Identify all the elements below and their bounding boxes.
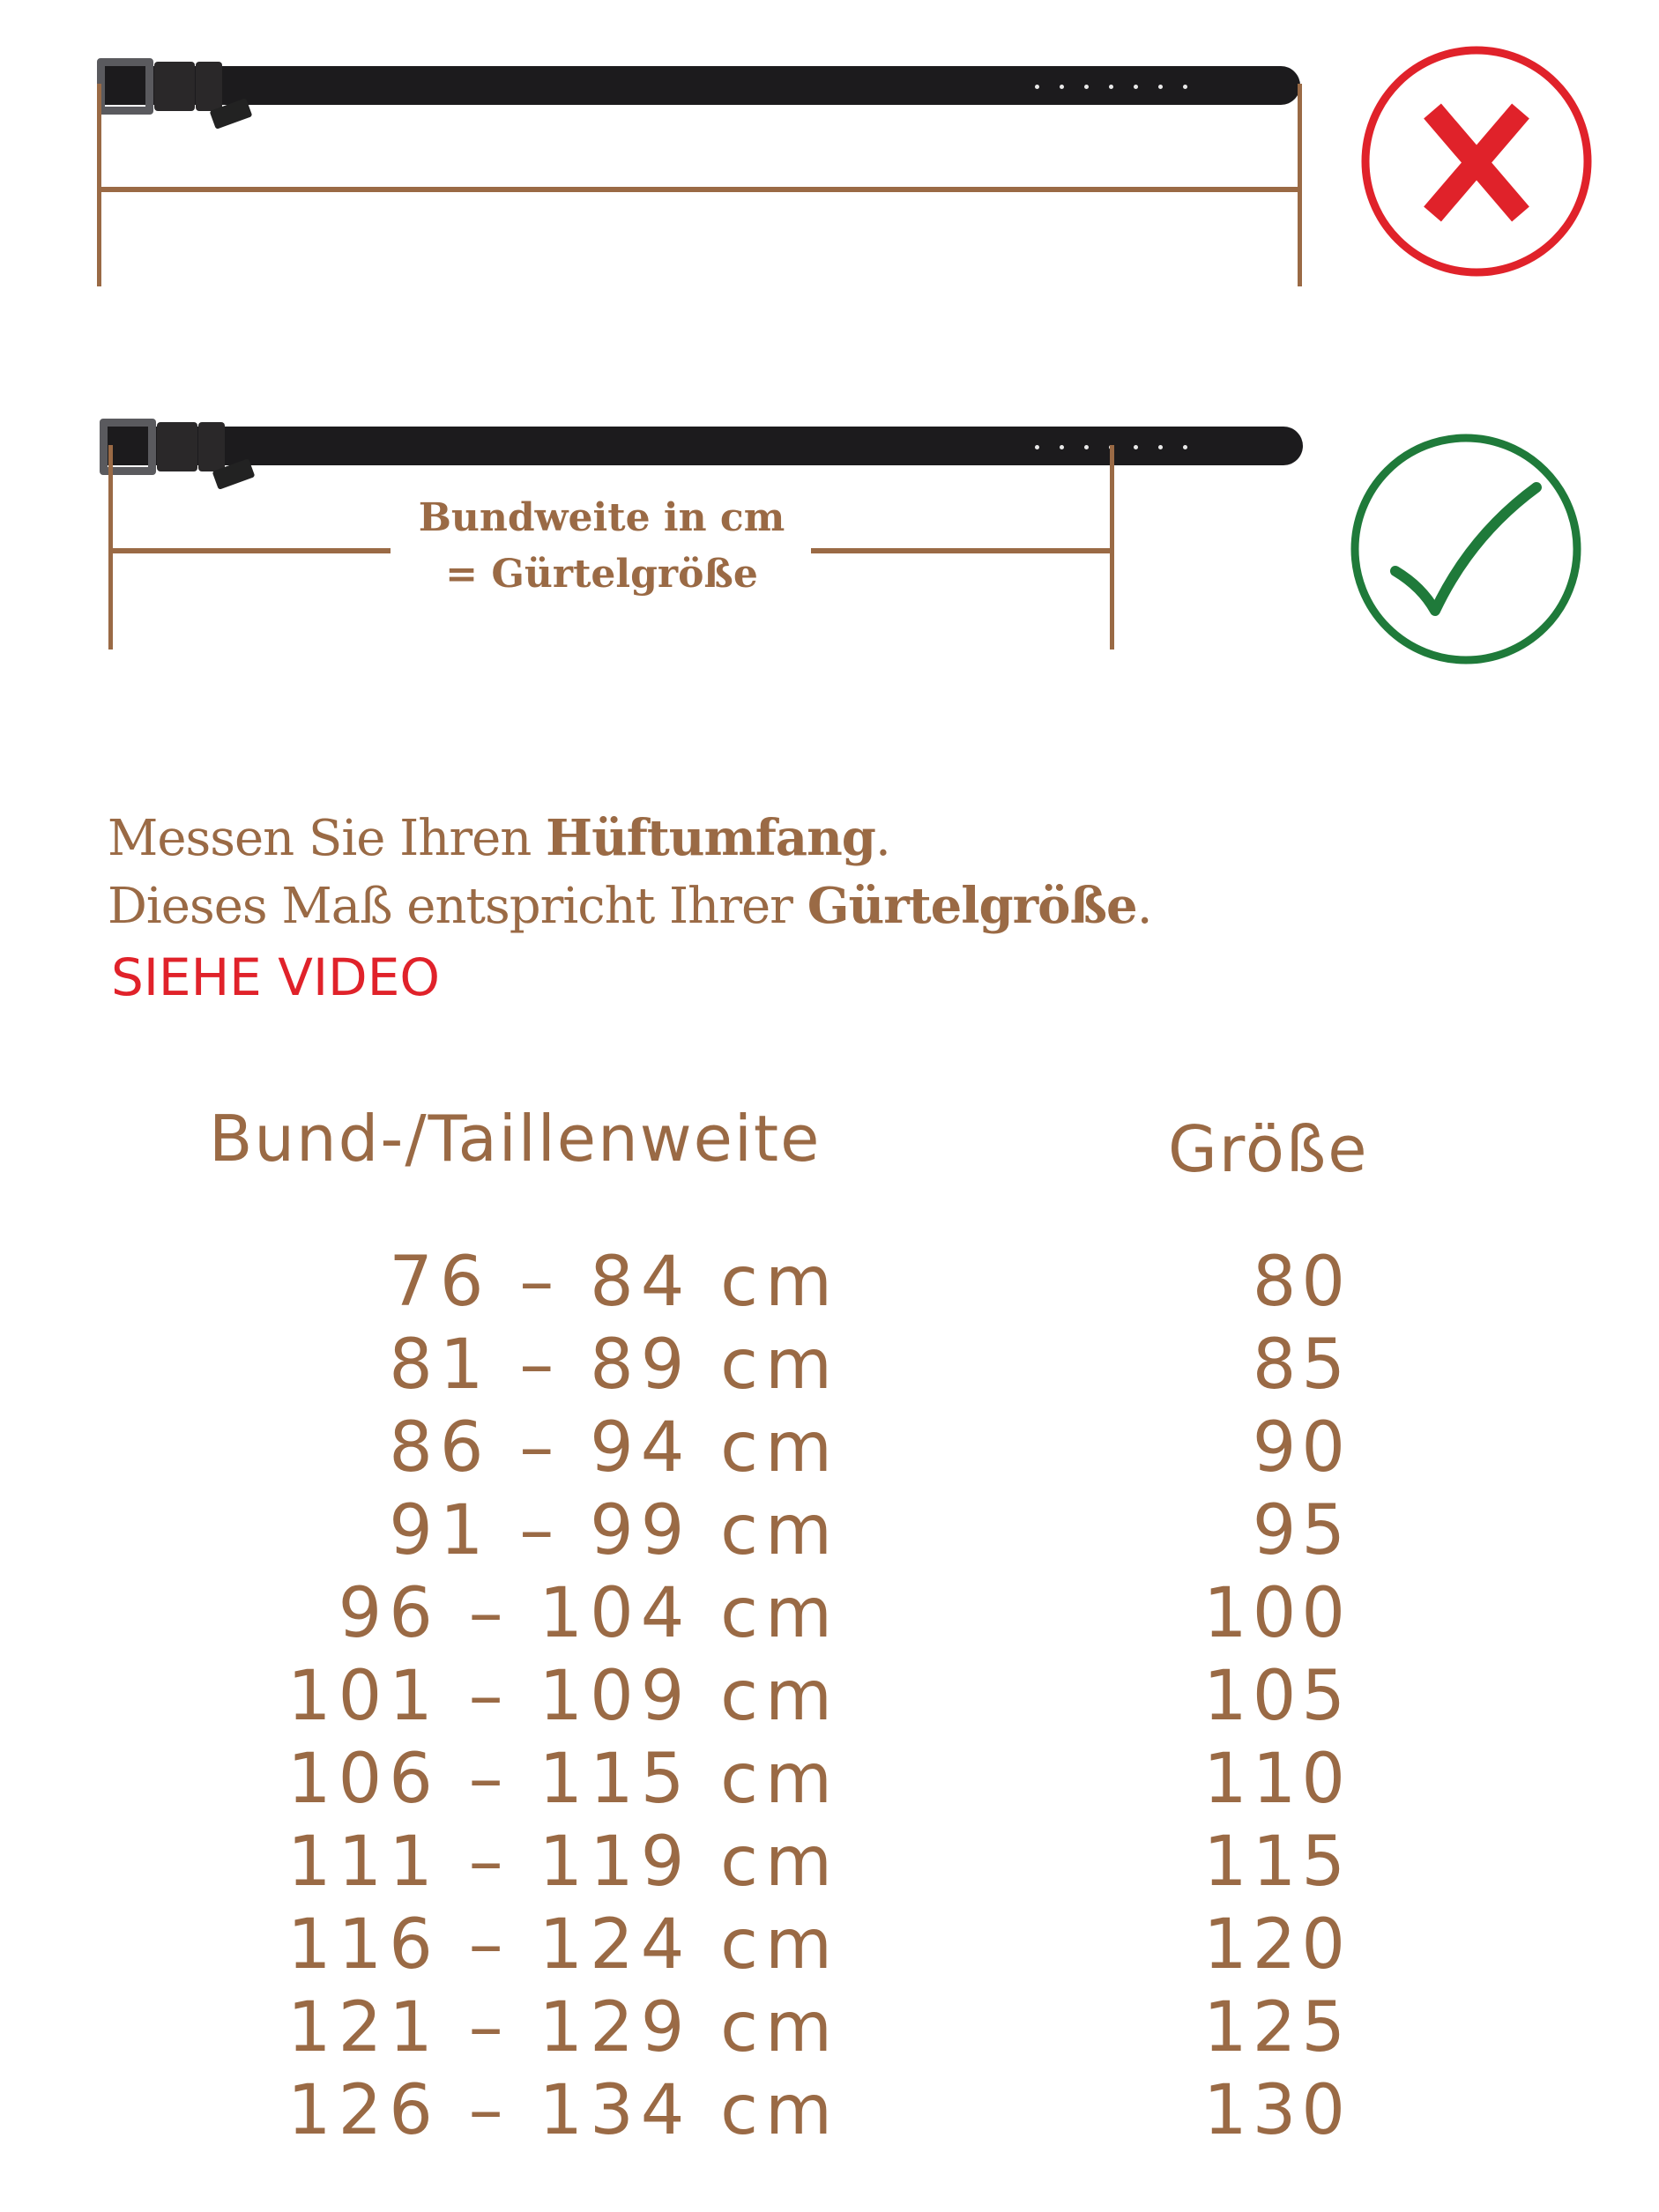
measure-line-right-correct — [811, 548, 1114, 553]
table-cell-size: 105 — [1203, 1657, 1350, 1736]
table-cell-size: 85 — [1252, 1325, 1350, 1405]
table-row — [0, 1243, 1659, 1325]
table-cell-range: 81 – 89 cm — [389, 1325, 839, 1405]
table-cell-range: 121 – 129 cm — [286, 1988, 839, 2067]
table-row — [0, 1325, 1659, 1408]
table-row — [0, 2071, 1659, 2154]
instruction-line-1-suffix: . — [874, 810, 890, 867]
table-row — [0, 1988, 1659, 2071]
table-row — [0, 1822, 1659, 1905]
siehe-video-link[interactable]: SIEHE VIDEO — [111, 947, 441, 1007]
table-row — [0, 1740, 1659, 1822]
table-cell-range: 86 – 94 cm — [389, 1408, 839, 1488]
x-circle-icon — [1358, 42, 1596, 280]
table-cell-range: 91 – 99 cm — [389, 1491, 839, 1570]
measure-label-line1: Bundweite in cm — [418, 495, 785, 540]
table-cell-size: 115 — [1203, 1822, 1350, 1902]
table-cell-size: 90 — [1252, 1408, 1350, 1488]
measure-line-left-correct — [108, 548, 391, 553]
table-row — [0, 1905, 1659, 1988]
table-row — [0, 1574, 1659, 1657]
measure-line-wrong — [97, 187, 1302, 192]
instruction-line-1 — [108, 809, 890, 867]
table-cell-size: 95 — [1252, 1491, 1350, 1570]
table-cell-range: 111 – 119 cm — [286, 1822, 839, 1902]
table-cell-size: 125 — [1203, 1988, 1350, 2067]
table-cell-range: 126 – 134 cm — [286, 2071, 839, 2150]
measure-left-tick-correct — [108, 445, 113, 649]
table-header-size: Größe — [1168, 1112, 1369, 1186]
table-cell-size: 120 — [1203, 1905, 1350, 1985]
table-cell-size: 130 — [1203, 2071, 1350, 2150]
table-cell-range: 106 – 115 cm — [286, 1740, 839, 1819]
table-cell-range: 116 – 124 cm — [286, 1905, 839, 1985]
table-row — [0, 1657, 1659, 1740]
table-cell-range: 76 – 84 cm — [389, 1243, 839, 1322]
instruction-line-2 — [108, 877, 1152, 935]
table-row — [0, 1408, 1659, 1491]
table-row — [0, 1491, 1659, 1574]
table-cell-size: 110 — [1203, 1740, 1350, 1819]
instruction-line-1-prefix: Messen Sie Ihren — [108, 810, 547, 867]
measure-left-tick-wrong — [97, 84, 101, 286]
measure-label-line2: = Gürtelgröße — [445, 552, 758, 597]
table-cell-size: 80 — [1252, 1243, 1350, 1322]
table-cell-range: 101 – 109 cm — [286, 1657, 839, 1736]
check-circle-icon — [1347, 430, 1585, 668]
measure-right-tick-correct — [1110, 445, 1114, 649]
instruction-line-2-prefix: Dieses Maß entspricht Ihrer — [108, 878, 807, 935]
table-cell-size: 100 — [1203, 1574, 1350, 1653]
table-header-range: Bund-/Taillenweite — [209, 1102, 822, 1176]
instruction-line-2-suffix: . — [1136, 878, 1152, 935]
instruction-line-1-bold: Hüftumfang — [546, 809, 875, 867]
instruction-line-2-bold: Gürtelgröße — [807, 877, 1137, 935]
table-cell-range: 96 – 104 cm — [338, 1574, 839, 1653]
measure-right-tick-wrong — [1298, 84, 1302, 286]
